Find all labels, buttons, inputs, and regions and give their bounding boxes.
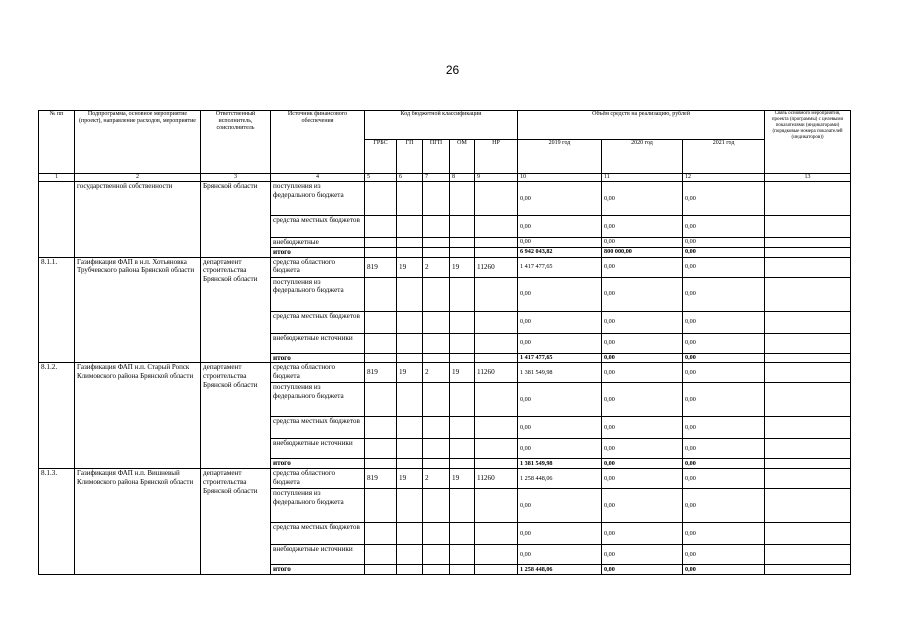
amount-2021: 0,00 xyxy=(683,489,765,523)
source-cell: поступления из федерального бюджета xyxy=(271,277,365,311)
code-gp xyxy=(397,353,423,363)
code-gp xyxy=(397,311,423,333)
amount-2019: 0,00 xyxy=(518,277,602,311)
indicator-link-cell xyxy=(765,257,851,277)
code-gp xyxy=(397,333,423,353)
code-grbs xyxy=(365,216,397,238)
indicator-link-cell xyxy=(765,383,851,417)
code-om xyxy=(450,311,475,333)
code-om: 19 xyxy=(450,469,475,489)
amount-2020: 0,00 xyxy=(602,545,683,565)
amount-2020: 800 000,00 xyxy=(602,247,683,257)
code-grbs xyxy=(365,353,397,363)
amount-2019: 0,00 xyxy=(518,383,602,417)
code-gp xyxy=(397,417,423,439)
indicator-link-cell xyxy=(765,182,851,216)
code-nr: 11260 xyxy=(475,257,518,277)
code-pgp xyxy=(423,545,450,565)
code-nr xyxy=(475,383,518,417)
indicator-link-cell xyxy=(765,247,851,257)
amount-2021: 0,00 xyxy=(683,216,765,238)
amount-2020: 0,00 xyxy=(602,238,683,248)
amount-2021: 0,00 xyxy=(683,333,765,353)
colnum: 2 xyxy=(75,174,201,182)
page-number: 26 xyxy=(445,63,460,77)
code-gp xyxy=(397,565,423,575)
indicator-link-cell xyxy=(765,311,851,333)
code-grbs: 819 xyxy=(365,469,397,489)
item-title: Газификация ФАП н.п. Старый Ропск Климовского района Брянской области xyxy=(75,363,201,469)
amount-2021: 0,00 xyxy=(683,417,765,439)
code-pgp xyxy=(423,247,450,257)
code-pgp xyxy=(423,459,450,469)
code-om xyxy=(450,459,475,469)
code-pgp xyxy=(423,353,450,363)
header-row xyxy=(39,111,851,140)
item-number xyxy=(39,182,75,258)
code-gp: 19 xyxy=(397,257,423,277)
code-grbs xyxy=(365,182,397,216)
indicator-link-cell xyxy=(765,545,851,565)
amount-2021: 0,00 xyxy=(683,439,765,459)
amount-2020: 0,00 xyxy=(602,353,683,363)
indicator-link-cell xyxy=(765,523,851,545)
code-grbs xyxy=(365,311,397,333)
indicator-link-cell xyxy=(765,216,851,238)
colnum: 6 xyxy=(397,174,423,182)
amount-2020: 0,00 xyxy=(602,523,683,545)
code-nr xyxy=(475,216,518,238)
header-num: № пп xyxy=(39,111,75,174)
item-number: 8.1.3. xyxy=(39,469,75,575)
code-om xyxy=(450,216,475,238)
amount-2021: 0,00 xyxy=(683,363,765,383)
amount-2020: 0,00 xyxy=(602,257,683,277)
amount-2020: 0,00 xyxy=(602,216,683,238)
code-om xyxy=(450,417,475,439)
column-numbers-row xyxy=(39,174,851,182)
amount-2020: 0,00 xyxy=(602,489,683,523)
amount-2021: 0,00 xyxy=(683,469,765,489)
amount-2019: 0,00 xyxy=(518,216,602,238)
code-grbs xyxy=(365,489,397,523)
header-amount: Объём средств на реализацию, рублей xyxy=(518,111,765,140)
source-cell: средства местных бюджетов xyxy=(271,311,365,333)
source-cell: итого xyxy=(271,565,365,575)
indicator-link-cell xyxy=(765,333,851,353)
code-om xyxy=(450,545,475,565)
table-row xyxy=(39,363,851,383)
colnum: 7 xyxy=(423,174,450,182)
amount-2020: 0,00 xyxy=(602,439,683,459)
amount-2020: 0,00 xyxy=(602,277,683,311)
header-year-2020: 2020 год xyxy=(602,140,683,174)
code-pgp xyxy=(423,383,450,417)
item-number: 8.1.2. xyxy=(39,363,75,469)
item-executor: департамент строительства Брянской области xyxy=(201,363,271,469)
indicator-link-cell xyxy=(765,439,851,459)
amount-2019: 1 417 477,65 xyxy=(518,353,602,363)
code-nr: 11260 xyxy=(475,469,518,489)
amount-2021: 0,00 xyxy=(683,238,765,248)
code-grbs xyxy=(365,523,397,545)
code-gp xyxy=(397,545,423,565)
amount-2020: 0,00 xyxy=(602,311,683,333)
source-cell: поступления из федерального бюджета xyxy=(271,182,365,216)
colnum: 3 xyxy=(201,174,271,182)
code-gp xyxy=(397,459,423,469)
indicator-link-cell xyxy=(765,459,851,469)
amount-2021: 0,00 xyxy=(683,383,765,417)
amount-2019: 1 258 448,06 xyxy=(518,565,602,575)
code-om xyxy=(450,182,475,216)
code-nr xyxy=(475,353,518,363)
code-grbs: 819 xyxy=(365,257,397,277)
header-gp: ГП xyxy=(397,140,423,174)
table-row xyxy=(39,257,851,277)
code-om xyxy=(450,247,475,257)
header-om: ОМ xyxy=(450,140,475,174)
code-pgp xyxy=(423,216,450,238)
header-year-2019: 2019 год xyxy=(518,140,602,174)
amount-2021: 0,00 xyxy=(683,182,765,216)
amount-2021: 0,00 xyxy=(683,257,765,277)
header-program: Подпрограмма, основное мероприятие (проект), направление расходов, мероприятие xyxy=(75,111,201,174)
code-gp: 19 xyxy=(397,363,423,383)
code-om xyxy=(450,277,475,311)
code-om xyxy=(450,333,475,353)
code-pgp xyxy=(423,277,450,311)
amount-2019: 0,00 xyxy=(518,489,602,523)
item-executor: департамент строительства Брянской области xyxy=(201,469,271,575)
indicator-link-cell xyxy=(765,353,851,363)
amount-2019: 0,00 xyxy=(518,417,602,439)
amount-2021: 0,00 xyxy=(683,545,765,565)
code-gp xyxy=(397,439,423,459)
indicator-link-cell xyxy=(765,417,851,439)
code-pgp: 2 xyxy=(423,257,450,277)
source-cell: внебюджетные источники xyxy=(271,439,365,459)
code-pgp xyxy=(423,417,450,439)
colnum: 10 xyxy=(518,174,602,182)
source-cell: средства местных бюджетов xyxy=(271,417,365,439)
code-gp: 19 xyxy=(397,469,423,489)
code-nr xyxy=(475,489,518,523)
amount-2019: 0,00 xyxy=(518,523,602,545)
amount-2019: 0,00 xyxy=(518,311,602,333)
code-nr xyxy=(475,311,518,333)
amount-2019: 0,00 xyxy=(518,439,602,459)
code-pgp xyxy=(423,523,450,545)
code-pgp: 2 xyxy=(423,363,450,383)
code-grbs xyxy=(365,545,397,565)
code-grbs xyxy=(365,439,397,459)
table-row xyxy=(39,182,851,216)
header-year-2021: 2021 год xyxy=(683,140,765,174)
code-grbs xyxy=(365,238,397,248)
code-grbs: 819 xyxy=(365,363,397,383)
code-gp xyxy=(397,277,423,311)
source-cell: внебюджетные источники xyxy=(271,545,365,565)
source-cell: средства местных бюджетов xyxy=(271,216,365,238)
indicator-link-cell xyxy=(765,565,851,575)
amount-2020: 0,00 xyxy=(602,469,683,489)
item-title: Газификация ФАП н.п. Вишневый Климовского района Брянской области xyxy=(75,469,201,575)
amount-2019: 1 381 549,98 xyxy=(518,459,602,469)
code-nr xyxy=(475,439,518,459)
source-cell: итого xyxy=(271,353,365,363)
code-pgp xyxy=(423,311,450,333)
amount-2020: 0,00 xyxy=(602,182,683,216)
amount-2019: 6 942 043,82 xyxy=(518,247,602,257)
item-title: государственной собственности xyxy=(75,182,201,258)
amount-2019: 1 381 549,98 xyxy=(518,363,602,383)
indicator-link-cell xyxy=(765,277,851,311)
amount-2021: 0,00 xyxy=(683,247,765,257)
source-cell: внебюджетные источники xyxy=(271,333,365,353)
colnum: 11 xyxy=(602,174,683,182)
amount-2019: 0,00 xyxy=(518,182,602,216)
header-executor: Ответственный исполнитель, соисполнитель xyxy=(201,111,271,174)
code-nr xyxy=(475,523,518,545)
code-grbs xyxy=(365,565,397,575)
source-cell: средства областного бюджета xyxy=(271,469,365,489)
code-om: 19 xyxy=(450,257,475,277)
amount-2020: 0,00 xyxy=(602,459,683,469)
code-pgp xyxy=(423,439,450,459)
code-om xyxy=(450,439,475,459)
source-cell: средства местных бюджетов xyxy=(271,523,365,545)
item-executor: Брянской области xyxy=(201,182,271,258)
amount-2020: 0,00 xyxy=(602,363,683,383)
source-cell: итого xyxy=(271,247,365,257)
header-nr: НР xyxy=(475,140,518,174)
code-nr xyxy=(475,565,518,575)
code-pgp xyxy=(423,489,450,523)
source-cell: поступления из федерального бюджета xyxy=(271,489,365,523)
amount-2019: 0,00 xyxy=(518,333,602,353)
indicator-link-cell xyxy=(765,489,851,523)
code-grbs xyxy=(365,459,397,469)
code-pgp xyxy=(423,565,450,575)
source-cell: итого xyxy=(271,459,365,469)
item-number: 8.1.1. xyxy=(39,257,75,363)
code-nr xyxy=(475,333,518,353)
code-pgp xyxy=(423,333,450,353)
code-grbs xyxy=(365,333,397,353)
amount-2021: 0,00 xyxy=(683,311,765,333)
code-pgp xyxy=(423,238,450,248)
code-gp xyxy=(397,383,423,417)
code-gp xyxy=(397,489,423,523)
colnum: 4 xyxy=(271,174,365,182)
header-grbs: ГРБС xyxy=(365,140,397,174)
budget-table xyxy=(38,110,851,575)
amount-2021: 0,00 xyxy=(683,523,765,545)
amount-2021: 0,00 xyxy=(683,353,765,363)
indicator-link-cell xyxy=(765,469,851,489)
item-title: Газификация ФАП в н.п. Хотьяновка Трубчевского района Брянской области xyxy=(75,257,201,363)
indicator-link-cell xyxy=(765,238,851,248)
header-pgp: ПГП xyxy=(423,140,450,174)
header-source: Источник финансового обеспечения xyxy=(271,111,365,174)
code-nr xyxy=(475,247,518,257)
code-pgp: 2 xyxy=(423,469,450,489)
table-row xyxy=(39,469,851,489)
amount-2021: 0,00 xyxy=(683,565,765,575)
code-gp xyxy=(397,182,423,216)
code-om xyxy=(450,523,475,545)
amount-2021: 0,00 xyxy=(683,459,765,469)
colnum: 12 xyxy=(683,174,765,182)
source-cell: поступления из федерального бюджета xyxy=(271,383,365,417)
code-om xyxy=(450,383,475,417)
code-nr xyxy=(475,238,518,248)
source-cell: внебюджетные xyxy=(271,238,365,248)
colnum: 8 xyxy=(450,174,475,182)
colnum: 1 xyxy=(39,174,75,182)
code-nr xyxy=(475,545,518,565)
item-executor: департамент строительства Брянской области xyxy=(201,257,271,363)
indicator-link-cell xyxy=(765,363,851,383)
code-om xyxy=(450,353,475,363)
code-nr: 11260 xyxy=(475,363,518,383)
code-gp xyxy=(397,216,423,238)
code-gp xyxy=(397,247,423,257)
code-gp xyxy=(397,238,423,248)
amount-2019: 0,00 xyxy=(518,545,602,565)
colnum: 9 xyxy=(475,174,518,182)
code-grbs xyxy=(365,383,397,417)
code-om xyxy=(450,489,475,523)
header-budget-code: Код бюджетной классификации xyxy=(365,111,518,140)
code-nr xyxy=(475,459,518,469)
code-nr xyxy=(475,182,518,216)
amount-2020: 0,00 xyxy=(602,383,683,417)
code-om xyxy=(450,238,475,248)
amount-2020: 0,00 xyxy=(602,333,683,353)
amount-2020: 0,00 xyxy=(602,565,683,575)
code-pgp xyxy=(423,182,450,216)
code-nr xyxy=(475,277,518,311)
header-link: Связь основного мероприятия, проекта (программы) с целевыми показателями (индикаторами) (порядковые номера показателей (индикаторов)) xyxy=(765,111,851,174)
source-cell: средства областного бюджета xyxy=(271,363,365,383)
code-om: 19 xyxy=(450,363,475,383)
colnum: 13 xyxy=(765,174,851,182)
amount-2019: 0,00 xyxy=(518,238,602,248)
code-nr xyxy=(475,417,518,439)
colnum: 5 xyxy=(365,174,397,182)
amount-2019: 1 258 448,06 xyxy=(518,469,602,489)
amount-2020: 0,00 xyxy=(602,417,683,439)
amount-2021: 0,00 xyxy=(683,277,765,311)
source-cell: средства областного бюджета xyxy=(271,257,365,277)
code-om xyxy=(450,565,475,575)
code-grbs xyxy=(365,417,397,439)
code-grbs xyxy=(365,277,397,311)
code-grbs xyxy=(365,247,397,257)
amount-2019: 1 417 477,65 xyxy=(518,257,602,277)
code-gp xyxy=(397,523,423,545)
